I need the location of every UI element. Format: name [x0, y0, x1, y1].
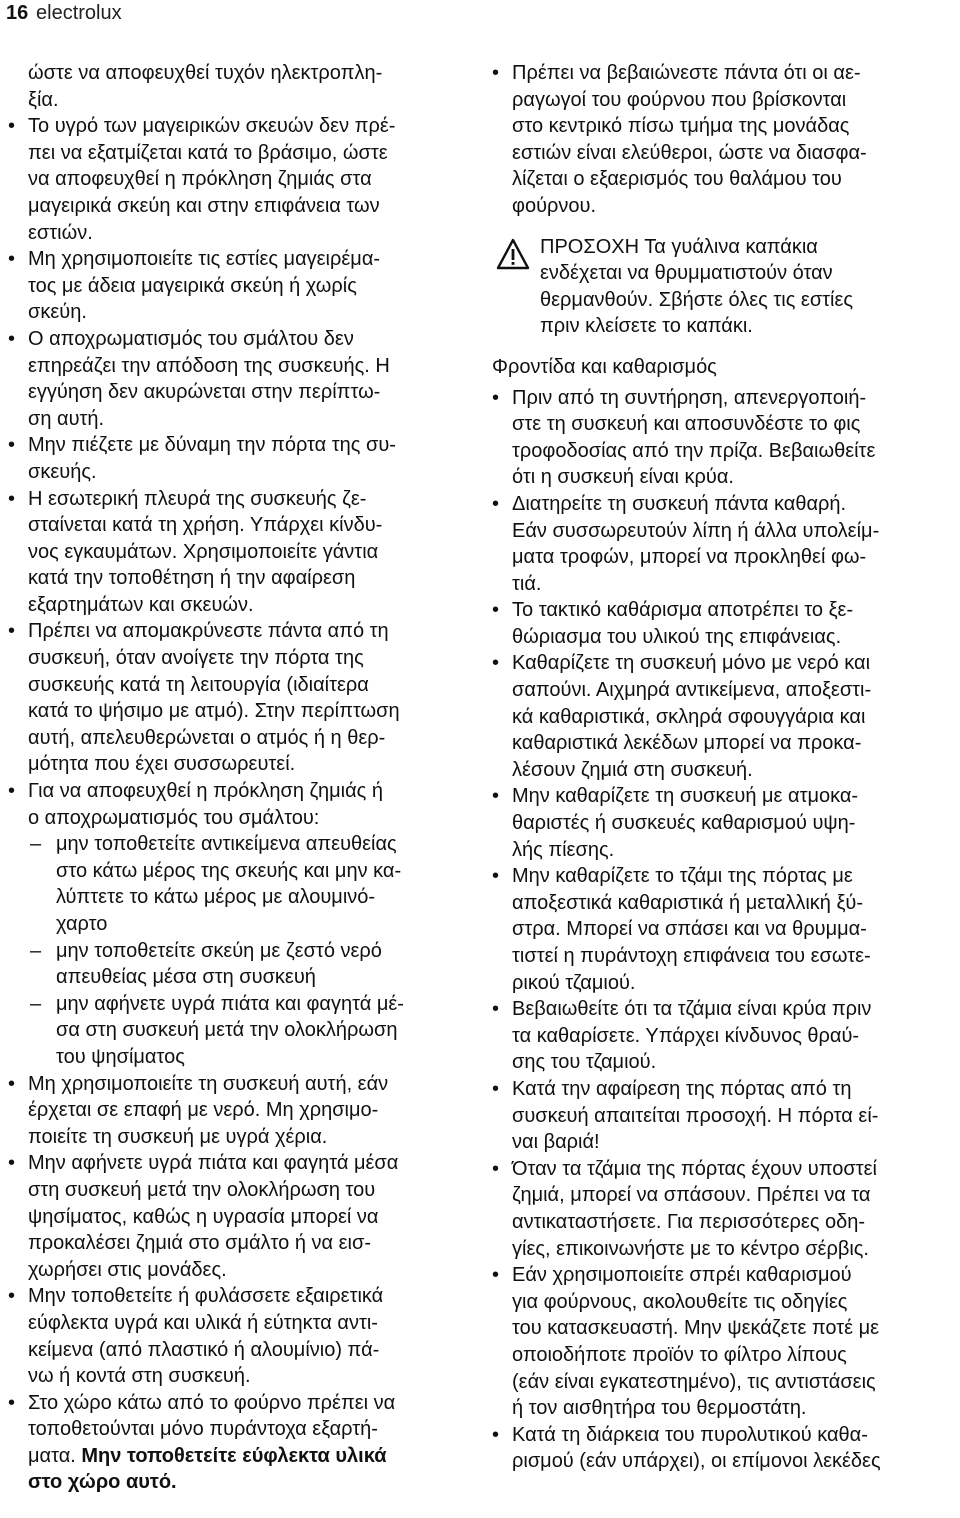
bullet-item: • Πριν από τη συντήρηση, απενεργοποιή- — [492, 385, 954, 412]
text-line: έρχεται σε επαφή με νερό. Μη χρησιμο- — [28, 1099, 379, 1122]
text-line: να αποφευχθεί η πρόκληση ζημιάς στα — [28, 168, 372, 191]
text-line — [8, 1443, 476, 1470]
text-line: λέσουν ζημιά στη συσκευή. — [512, 758, 753, 781]
text-line: συσκευή, όταν ανοίγετε την πόρτα της — [28, 647, 364, 670]
text-line: σα στη συσκευή μετά την ολοκλήρωση — [56, 1019, 398, 1042]
page-number: 16 — [6, 2, 29, 24]
bullet-item: • Καθαρίζετε τη συσκευή μόνο με νερό και — [492, 650, 954, 677]
page-header — [0, 0, 960, 30]
bullet-item: • Στο χώρο κάτω από το φούρνο πρέπει να — [8, 1390, 476, 1417]
text-line: εξαρτημάτων και σκευών. — [28, 593, 254, 616]
text-line: κά καθαριστικά, σκληρά σφουγγάρια και — [512, 705, 866, 728]
text-line: εστιών είναι ελεύθεροι, ώστε να διασφα- — [512, 141, 867, 164]
dash-item: – μην τοποθετείτε αντικείμενα απευθείας — [8, 831, 476, 858]
text-line: αντικαταστήσετε. Για περισσότερες οδη- — [512, 1210, 866, 1233]
text-line: νω ή κοντά στη συσκευή. — [28, 1365, 251, 1388]
text-line: ο αποχρωματισμός του σμάλτου: — [28, 806, 320, 829]
bullet-item: • Διατηρείτε τη συσκευή πάντα καθαρή. — [492, 491, 954, 518]
text-line: ζημιά, μπορεί να σπάσουν. Πρέπει να τα — [512, 1184, 871, 1207]
bullet-item: • Μην τοποθετείτε ή φυλάσσετε εξαιρετικά — [8, 1283, 476, 1310]
text-line: εύφλεκτα υγρά και υλικά ή εύτηκτα αντι- — [28, 1311, 378, 1334]
text-line: αυτή, απελευθερώνεται ο ατμός ή η θερ- — [28, 726, 386, 749]
warning-line: ενδέχεται να θρυμματιστούν όταν — [540, 262, 833, 285]
text-line: του κατασκευαστή. Μην ψεκάζετε ποτέ με — [512, 1317, 880, 1340]
text-line: τος με άδεια μαγειρικά σκεύη ή χωρίς — [28, 274, 357, 297]
bullet-item: • Το υγρό των μαγειρικών σκευών δεν πρέ- — [8, 113, 476, 140]
warning-label: ΠΡΟΣΟΧΗ — [540, 235, 640, 258]
text-line: τιά. — [512, 572, 542, 595]
left-column — [8, 60, 476, 1496]
text-line: αποξεστικά καθαριστικά ή μεταλλική ξύ- — [512, 891, 863, 914]
text-line: λύπτετε το κάτω μέρος με αλουμινό- — [56, 886, 376, 909]
text-line: λής πίεσης. — [512, 838, 615, 861]
text-line: τα καθαρίσετε. Υπάρχει κίνδυνος θραύ- — [512, 1024, 860, 1047]
text-line: επηρεάζει την απόδοση της συσκευής. Η — [28, 354, 390, 377]
text-line: καθαριστικά λεκέδων μπορεί να προκα- — [512, 732, 862, 755]
warning-line-text: Τα γυάλινα καπάκια — [639, 235, 818, 258]
warning-text — [540, 234, 954, 340]
text-line: ώστε να αποφευχθεί τυχόν ηλεκτροπλη- — [28, 62, 383, 84]
text-line: (εάν είναι εγκατεστημένο), τις αντιστάσεις — [512, 1370, 876, 1393]
text-line: θαριστές ή συσκευές καθαρισμού υψη- — [512, 812, 856, 835]
text-line: ρικού τζαμιού. — [512, 971, 636, 994]
bullet-item: • Κατά τη διάρκεια του πυρολυτικού καθα- — [492, 1422, 954, 1449]
warning-line — [540, 234, 954, 261]
text-line: εστιών. — [28, 221, 93, 244]
text-line: εγγύηση δεν ακυρώνεται στην περίπτω- — [28, 381, 381, 404]
text-line: του ψησίματος — [56, 1045, 185, 1068]
text-line: προκαλέσει ζημιά στο σμάλτο ή να εισ- — [28, 1232, 371, 1255]
text-line: σαπούνι. Αιχμηρά αντικείμενα, αποξεστι- — [512, 679, 872, 702]
text-line: ποιείτε τη συσκευή με υγρά χέρια. — [28, 1125, 328, 1148]
bullet-item: • Το τακτικό καθάρισμα αποτρέπει το ξε- — [492, 597, 954, 624]
text-line: πει να εξατμίζεται κατά το βράσιμο, ώστε — [28, 141, 388, 164]
text-line: Εάν συσσωρευτούν λίπη ή άλλα υπολείμ- — [512, 519, 880, 542]
text-line: κείμενα (από πλαστικό ή αλουμίνιο) πά- — [28, 1338, 380, 1361]
text-line: κατά την τοποθέτηση ή την αφαίρεση — [28, 567, 356, 590]
dash-item: – μην αφήνετε υγρά πιάτα και φαγητά μέ- — [8, 991, 476, 1018]
text-line: νος εγκαυμάτων. Χρησιμοποιείτε γάντια — [28, 540, 379, 563]
text-line: ματα τροφών, μπορεί να προκληθεί φω- — [512, 546, 867, 569]
text-line: θώριασμα του υλικού της επιφάνειας. — [512, 625, 842, 648]
bullet-item: • Μην αφήνετε υγρά πιάτα και φαγητά μέσα — [8, 1150, 476, 1177]
left-list — [8, 60, 476, 1496]
text-line: σκευής. — [28, 460, 97, 483]
text-line: φούρνου. — [512, 194, 597, 217]
text-line: σκεύη. — [28, 301, 87, 324]
text-line: συσκευή απαιτείται προσοχή. Η πόρτα εί- — [512, 1104, 879, 1127]
warning-line: πριν κλείσετε το καπάκι. — [540, 315, 753, 338]
text-line: γίες, επικοινωνήστε με το κέντρο σέρβις. — [512, 1237, 869, 1260]
warning-line: θερμανθούν. Σβήστε όλες τις εστίες — [540, 288, 854, 311]
bullet-item: • Μη χρησιμοποιείτε τη συσκευή αυτή, εάν — [8, 1071, 476, 1098]
text-line: ρισμού (εάν υπάρχει), οι επίμονοι λεκέδες — [512, 1450, 881, 1473]
text-line: σης του τζαμιού. — [512, 1051, 657, 1074]
text-line: μαγειρικά σκεύη και στην επιφάνεια των — [28, 194, 380, 217]
text-line: στε τη συσκευή και αποσυνδέστε το φις — [512, 413, 861, 436]
bullet-item: • Μην πιέζετε με δύναμη την πόρτα της συ- — [8, 432, 476, 459]
bullet-item: • Για να αποφευχθεί η πρόκληση ζημιάς ή — [8, 778, 476, 805]
text-span: ματα. — [28, 1444, 82, 1467]
text-line: ση αυτή. — [28, 407, 105, 430]
bullet-item: • Πρέπει να βεβαιώνεστε πάντα ότι οι αε- — [492, 60, 954, 87]
text-line: τιστεί η πυράντοχη επιφάνεια του εσωτε- — [512, 945, 871, 967]
text-line: στρα. Μπορεί να σπάσει και να θρυμμα- — [512, 918, 867, 941]
bullet-item: • Βεβαιωθείτε ότι τα τζάμια είναι κρύα πριν — [492, 996, 954, 1023]
text-line: μότητα που έχει συσσωρευτεί. — [28, 753, 296, 776]
text-line: τοποθετούνται μόνο πυράντοχα εξαρτή- — [28, 1418, 378, 1441]
text-line: στο χώρο αυτό. — [28, 1471, 177, 1494]
text-line: συσκευής κατά τη λειτουργία (ιδιαίτερα — [28, 673, 369, 696]
section-title: Φροντίδα και καθαρισμός — [492, 355, 717, 378]
text-line: οποιοδήποτε προϊόν το φίλτρο λίπους — [512, 1343, 847, 1366]
bullet-item: • Μην καθαρίζετε τη συσκευή με ατμοκα- — [492, 783, 954, 810]
text-line: ότι η συσκευή είναι κρύα. — [512, 466, 734, 489]
bullet-item: • Η εσωτερική πλευρά της συσκευής ζε- — [8, 486, 476, 513]
right-column — [492, 60, 954, 1475]
text-line: ναι βαριά! — [512, 1131, 600, 1154]
text-line: ξία. — [28, 88, 59, 111]
text-line: ψησίματος, καθώς η υγρασία μπορεί να — [28, 1205, 379, 1228]
text-line: τροφοδοσίας από την πρίζα. Βεβαιωθείτε — [512, 439, 876, 462]
warning-triangle-icon — [496, 238, 530, 270]
text-line: για φούρνους, ακολουθείτε τις οδηγίες — [512, 1290, 848, 1313]
bullet-item: • Εάν χρησιμοποιείτε σπρέι καθαρισμού — [492, 1262, 954, 1289]
text-line: σταίνεται κατά τη χρήση. Υπάρχει κίνδυ- — [28, 514, 383, 537]
dash-item: – μην τοποθετείτε σκεύη με ζεστό νερό — [8, 938, 476, 965]
bullet-item: • Όταν τα τζάμια της πόρτας έχουν υποστεί — [492, 1156, 954, 1183]
bold-text-span: Μην τοποθετείτε εύφλεκτα υλικά — [81, 1444, 387, 1467]
bullet-item: • Μη χρησιμοποιείτε τις εστίες μαγειρέμα- — [8, 246, 476, 273]
text-line: λίζεται ο εξαερισμός του θαλάμου του — [512, 168, 842, 191]
text-line: χωρήσει στις μονάδες. — [28, 1258, 227, 1281]
text-line: απευθείας μέσα στη συσκευή — [56, 966, 316, 989]
bullet-item: • Κατά την αφαίρεση της πόρτας από τη — [492, 1076, 954, 1103]
bullet-item: • Μην καθαρίζετε το τζάμι της πόρτας με — [492, 863, 954, 890]
care-cleaning-list — [492, 385, 954, 1475]
bullet-item: • Ο αποχρωματισμός του σμάλτου δεν — [8, 326, 476, 353]
text-line: ή τον αισθητήρα του θερμοστάτη. — [512, 1397, 807, 1420]
text-line: χαρτο — [56, 913, 108, 935]
bullet-item: • Πρέπει να απομακρύνεστε πάντα από τη — [8, 618, 476, 645]
text-line: κατά το ψήσιμο με ατμό). Στην περίπτωση — [28, 700, 400, 723]
text-line: ραγωγοί του φούρνου που βρίσκονται — [512, 88, 847, 111]
warning-box — [492, 234, 954, 340]
text-line: στη συσκευή μετά την ολοκλήρωση του — [28, 1178, 376, 1201]
brand-name: electrolux — [36, 2, 122, 24]
text-line: στο κάτω μέρος της σκευής και μην κα- — [56, 859, 402, 882]
text-line: στο κεντρικό πίσω τμήμα της μονάδας — [512, 115, 850, 138]
ventilation-note — [492, 60, 954, 220]
